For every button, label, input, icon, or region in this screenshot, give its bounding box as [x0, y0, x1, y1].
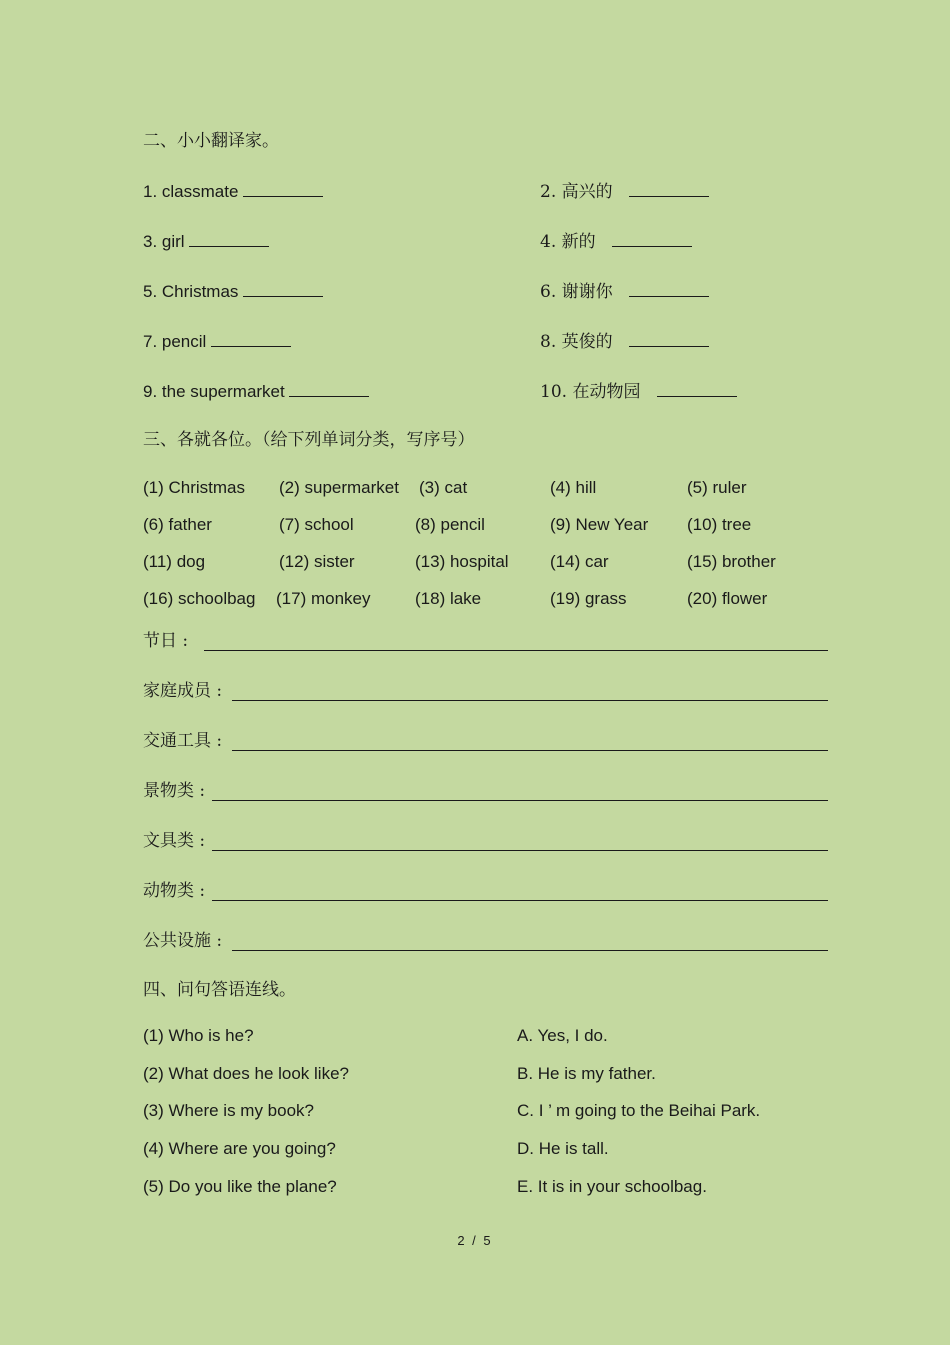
- word-item: (8) pencil: [415, 515, 485, 534]
- question-item[interactable]: (3) Where is my book?: [143, 1101, 314, 1120]
- word-item: (7) school: [279, 515, 354, 534]
- word-item: (4) hill: [550, 478, 597, 497]
- translation-item: 5. Christmas: [143, 282, 323, 302]
- answer-blank[interactable]: [612, 232, 692, 247]
- answer-item[interactable]: A. Yes, I do.: [517, 1026, 608, 1045]
- question-item[interactable]: (2) What does he look like?: [143, 1064, 349, 1083]
- section4-title: 四、问句答语连线。: [143, 980, 296, 1000]
- answer-blank[interactable]: [189, 232, 269, 247]
- category-answer-line[interactable]: [204, 650, 828, 651]
- word-item: (1) Christmas: [143, 478, 246, 497]
- category-answer-line[interactable]: [212, 800, 828, 801]
- answer-item[interactable]: C. I ’ m going to the Beihai Park.: [517, 1101, 761, 1120]
- question-item[interactable]: (5) Do you like the plane?: [143, 1177, 337, 1196]
- word-item: (20) flower: [687, 589, 768, 608]
- word-item: (3) cat: [419, 478, 468, 497]
- category-label: 节日 :: [143, 631, 189, 651]
- answer-item[interactable]: D. He is tall.: [517, 1139, 609, 1158]
- word-item: (12) sister: [279, 552, 355, 571]
- word-item: (14) car: [550, 552, 609, 571]
- translation-item: 7. pencil: [143, 332, 291, 352]
- answer-blank[interactable]: [243, 282, 323, 297]
- category-answer-line[interactable]: [232, 950, 828, 951]
- translation-item: 4. 新的: [540, 232, 692, 252]
- question-item[interactable]: (4) Where are you going?: [143, 1139, 336, 1158]
- answer-item[interactable]: B. He is my father.: [517, 1064, 656, 1083]
- word-item: (2) supermarket: [279, 478, 399, 497]
- answer-item[interactable]: E. It is in your schoolbag.: [517, 1177, 707, 1196]
- translation-item: 2. 高兴的: [540, 182, 709, 202]
- word-item: (5) ruler: [687, 478, 747, 497]
- category-answer-line[interactable]: [212, 900, 828, 901]
- category-label: 公共设施 :: [143, 931, 223, 951]
- answer-blank[interactable]: [629, 332, 709, 347]
- word-item: (10) tree: [687, 515, 752, 534]
- answer-blank[interactable]: [657, 382, 737, 397]
- translation-item: 9. the supermarket: [143, 382, 369, 402]
- translation-item: 10. 在动物园: [540, 382, 737, 402]
- page-number: 2 / 5: [457, 1233, 493, 1248]
- category-label: 动物类 :: [143, 881, 206, 901]
- category-answer-line[interactable]: [212, 850, 828, 851]
- category-answer-line[interactable]: [232, 700, 828, 701]
- translation-item: 8. 英俊的: [540, 332, 709, 352]
- section2-title: 二、小小翻译家。: [143, 131, 279, 151]
- answer-blank[interactable]: [243, 182, 323, 197]
- answer-blank[interactable]: [211, 332, 291, 347]
- answer-blank[interactable]: [629, 182, 709, 197]
- word-item: (15) brother: [687, 552, 776, 571]
- translation-item: 3. girl: [143, 232, 269, 252]
- category-answer-line[interactable]: [232, 750, 828, 751]
- word-item: (17) monkey: [276, 589, 371, 608]
- section3-title: 三、各就各位。（给下列单词分类，写序号）: [143, 430, 475, 450]
- word-item: (9) New Year: [550, 515, 649, 534]
- translation-item: 1. classmate: [143, 182, 323, 202]
- category-label: 家庭成员 :: [143, 681, 223, 701]
- category-label: 交通工具 :: [143, 731, 223, 751]
- word-item: (19) grass: [550, 589, 627, 608]
- word-item: (16) schoolbag: [143, 589, 256, 608]
- category-label: 文具类 :: [143, 831, 206, 851]
- question-item[interactable]: (1) Who is he?: [143, 1026, 254, 1045]
- answer-blank[interactable]: [289, 382, 369, 397]
- translation-item: 6. 谢谢你: [540, 282, 709, 302]
- word-item: (13) hospital: [415, 552, 509, 571]
- answer-blank[interactable]: [629, 282, 709, 297]
- word-item: (6) father: [143, 515, 212, 534]
- word-item: (18) lake: [415, 589, 482, 608]
- word-item: (11) dog: [143, 552, 206, 571]
- category-label: 景物类 :: [143, 781, 206, 801]
